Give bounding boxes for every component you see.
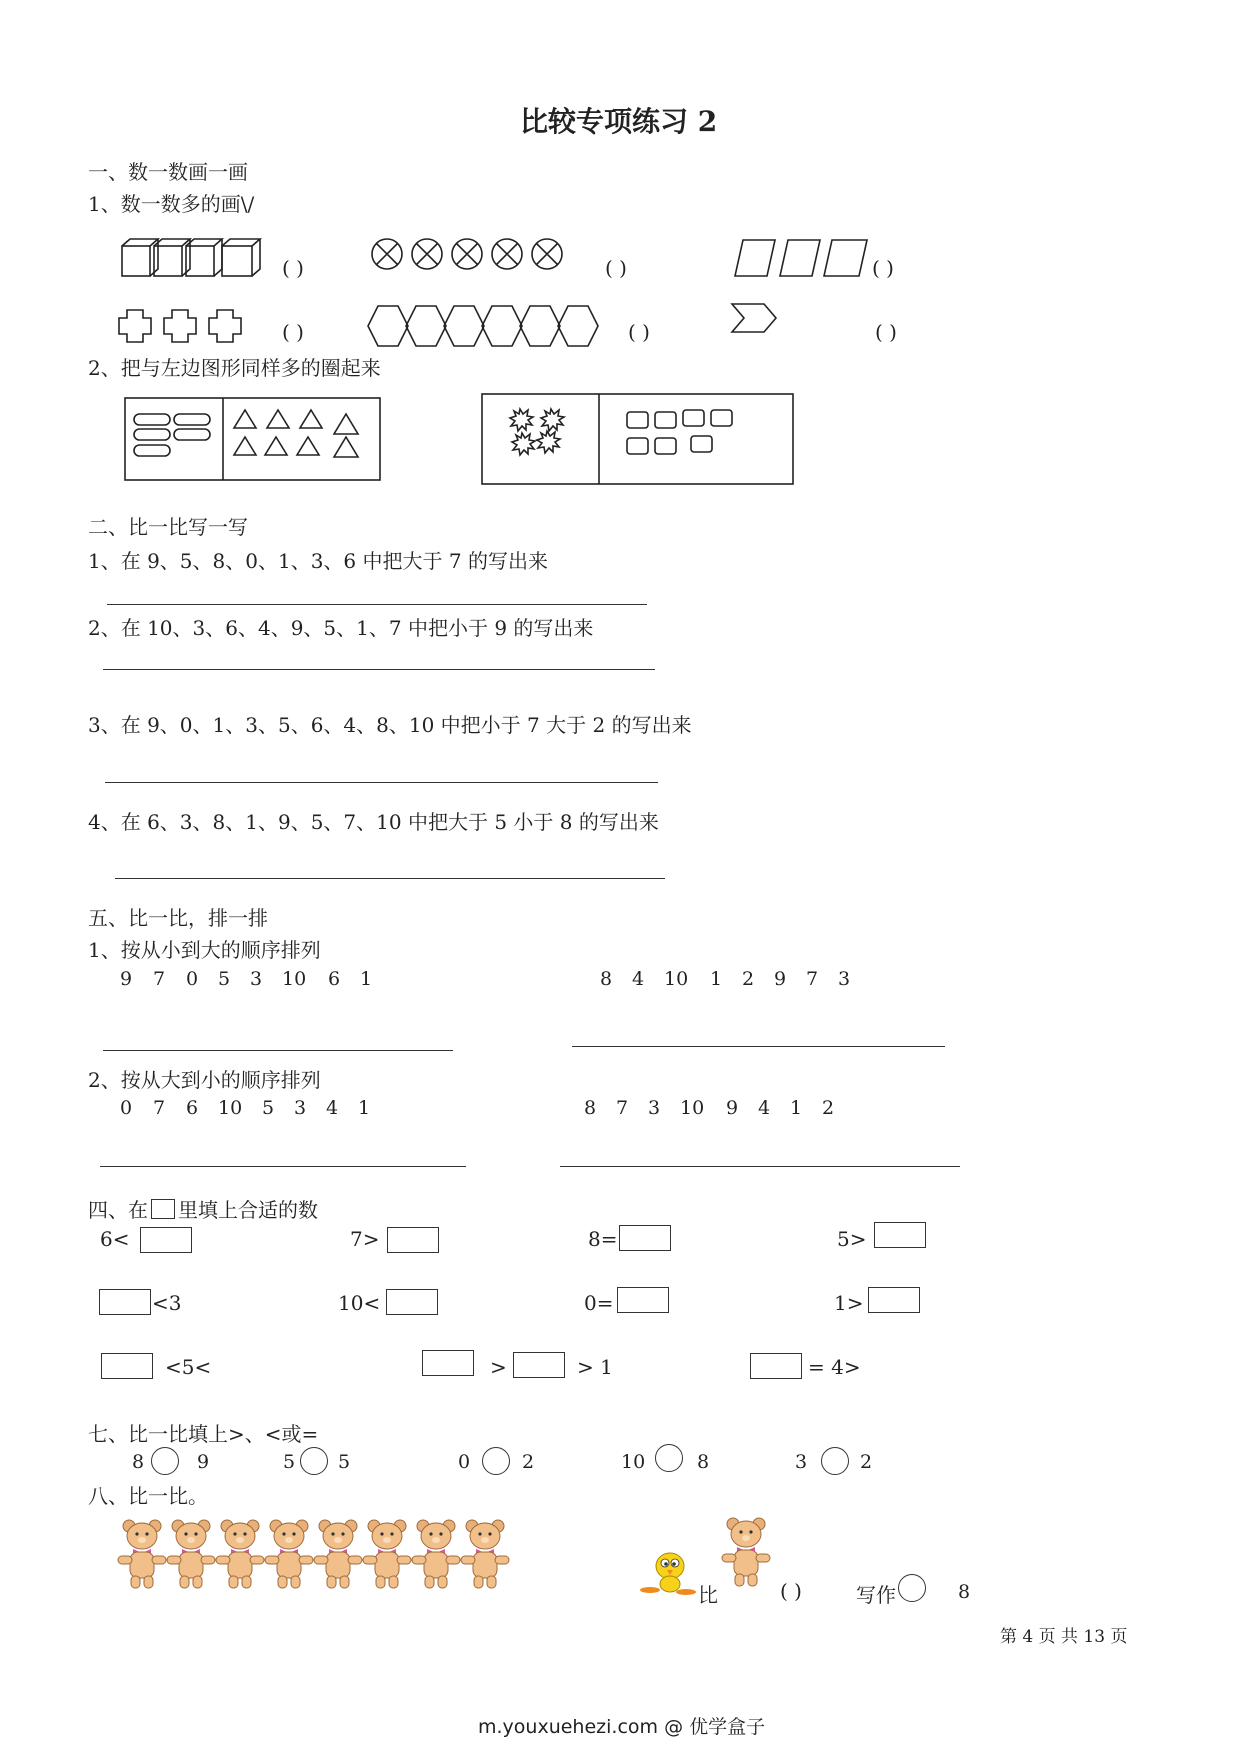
- section-8-heading: 八、比一比。: [88, 1484, 208, 1508]
- expr-label: 0=: [584, 1291, 614, 1315]
- expr-label: 1>: [834, 1291, 864, 1315]
- site-footer[interactable]: m.youxuehezi.com @ 优学盒子: [478, 1716, 766, 1738]
- crossed-circles-figure: [370, 236, 570, 272]
- fill-box[interactable]: [619, 1225, 671, 1251]
- compare-left: 3: [795, 1451, 808, 1473]
- single-bear-image: [722, 1514, 772, 1590]
- section-4-heading-pre: 四、在: [88, 1198, 148, 1222]
- answer-paren-parallelograms[interactable]: ( ): [872, 256, 894, 280]
- section-4-heading-post: 里填上合适的数: [178, 1198, 318, 1222]
- fill-box[interactable]: [422, 1350, 474, 1376]
- compare-circle[interactable]: [300, 1447, 328, 1475]
- section-2-heading: 二、比一比写一写: [88, 515, 248, 539]
- page-title: 比较专项练习 2: [520, 105, 718, 138]
- answer-paren-chevron[interactable]: ( ): [875, 320, 897, 344]
- answer-line-5-2-right[interactable]: [560, 1166, 960, 1167]
- compare-left: 10: [621, 1451, 646, 1473]
- chick-image: [640, 1548, 700, 1598]
- crosses-figure: [117, 308, 252, 344]
- answer-line-2-2[interactable]: [103, 669, 655, 670]
- fill-box[interactable]: [874, 1222, 926, 1248]
- compare-right: 2: [522, 1451, 535, 1473]
- question-5-1: 1、按从小到大的顺序排列: [88, 938, 321, 962]
- answer-paren-circles[interactable]: ( ): [605, 256, 627, 280]
- answer-paren-hexagons[interactable]: ( ): [628, 320, 650, 344]
- parallelograms-figure: [735, 238, 875, 278]
- expr-label: <5<: [165, 1355, 212, 1379]
- bears-row-image: [118, 1516, 510, 1592]
- answer-paren-crosses[interactable]: ( ): [282, 320, 304, 344]
- answer-line-5-2-left[interactable]: [100, 1166, 466, 1167]
- expr-label: 7>: [350, 1227, 380, 1251]
- compare-circle[interactable]: [151, 1447, 179, 1475]
- hexagons-figure: [368, 304, 603, 348]
- answer-paren-bears[interactable]: ( ): [780, 1579, 802, 1603]
- fill-box[interactable]: [140, 1227, 192, 1253]
- question-2-1: 1、在 9、5、8、0、1、3、6 中把大于 7 的写出来: [88, 549, 548, 573]
- answer-line-2-3[interactable]: [105, 782, 658, 783]
- page-number: 第 4 页 共 13 页: [1000, 1627, 1128, 1647]
- expr-label: = 4>: [808, 1355, 861, 1379]
- section-4-heading: [88, 1194, 318, 1223]
- answer-line-2-1[interactable]: [107, 604, 647, 605]
- question-1-1: 1、数一数多的画\/: [88, 192, 255, 216]
- compare-right: 8: [697, 1451, 710, 1473]
- expr-label: 5>: [837, 1227, 867, 1251]
- fill-box[interactable]: [868, 1287, 920, 1313]
- expr-label: <3: [152, 1291, 182, 1315]
- fill-box[interactable]: [513, 1352, 565, 1378]
- bi-label: 比: [698, 1583, 718, 1607]
- chevron-figure: [730, 302, 780, 336]
- fill-box[interactable]: [387, 1227, 439, 1253]
- expr-label: > 1: [577, 1355, 613, 1379]
- compare-left: 0: [458, 1451, 471, 1473]
- answer-line-5-1-left[interactable]: [103, 1050, 453, 1051]
- fill-box[interactable]: [101, 1353, 153, 1379]
- compare-left: 5: [283, 1451, 296, 1473]
- section-5-heading: 五、比一比，排一排: [88, 906, 268, 930]
- answer-line-2-4[interactable]: [115, 878, 665, 879]
- fill-box[interactable]: [99, 1289, 151, 1315]
- expr-label: 6<: [100, 1227, 130, 1251]
- answer-paren-cubes[interactable]: ( ): [282, 256, 304, 280]
- compare-circle[interactable]: [821, 1447, 849, 1475]
- expr-label: >: [490, 1355, 507, 1379]
- compare-circle[interactable]: [655, 1444, 683, 1472]
- cubes-figure: [120, 236, 270, 281]
- question-2-3: 3、在 9、0、1、3、5、6、4、8、10 中把小于 7 大于 2 的写出来: [88, 713, 692, 737]
- question-1-2: 2、把与左边图形同样多的圈起来: [88, 356, 381, 380]
- compare-right: 5: [338, 1451, 351, 1473]
- match-box-right: [481, 393, 794, 486]
- expr-label: 10<: [338, 1291, 381, 1315]
- fill-box[interactable]: [750, 1353, 802, 1379]
- compare-right: 9: [197, 1451, 210, 1473]
- fill-box[interactable]: [617, 1287, 669, 1313]
- xiezuo-label: 写作: [856, 1583, 896, 1607]
- section-1-heading: 一、数一数画一画: [88, 160, 248, 184]
- question-2-2: 2、在 10、3、6、4、9、5、1、7 中把小于 9 的写出来: [88, 616, 594, 640]
- section-7-heading: 七、比一比填上>、<或=: [88, 1422, 319, 1446]
- question-5-2: 2、按从大到小的顺序排列: [88, 1068, 321, 1092]
- compare-circle[interactable]: [898, 1574, 926, 1602]
- box-sample-icon: [151, 1199, 175, 1219]
- compare-circle[interactable]: [482, 1447, 510, 1475]
- fill-box[interactable]: [386, 1289, 438, 1315]
- match-box-left: [124, 397, 382, 481]
- compare-right: 2: [860, 1451, 873, 1473]
- compare-left: 8: [132, 1451, 145, 1473]
- answer-line-5-1-right[interactable]: [572, 1046, 945, 1047]
- compare-right-number: 8: [958, 1581, 971, 1603]
- question-2-4: 4、在 6、3、8、1、9、5、7、10 中把大于 5 小于 8 的写出来: [88, 810, 659, 834]
- expr-label: 8=: [588, 1227, 618, 1251]
